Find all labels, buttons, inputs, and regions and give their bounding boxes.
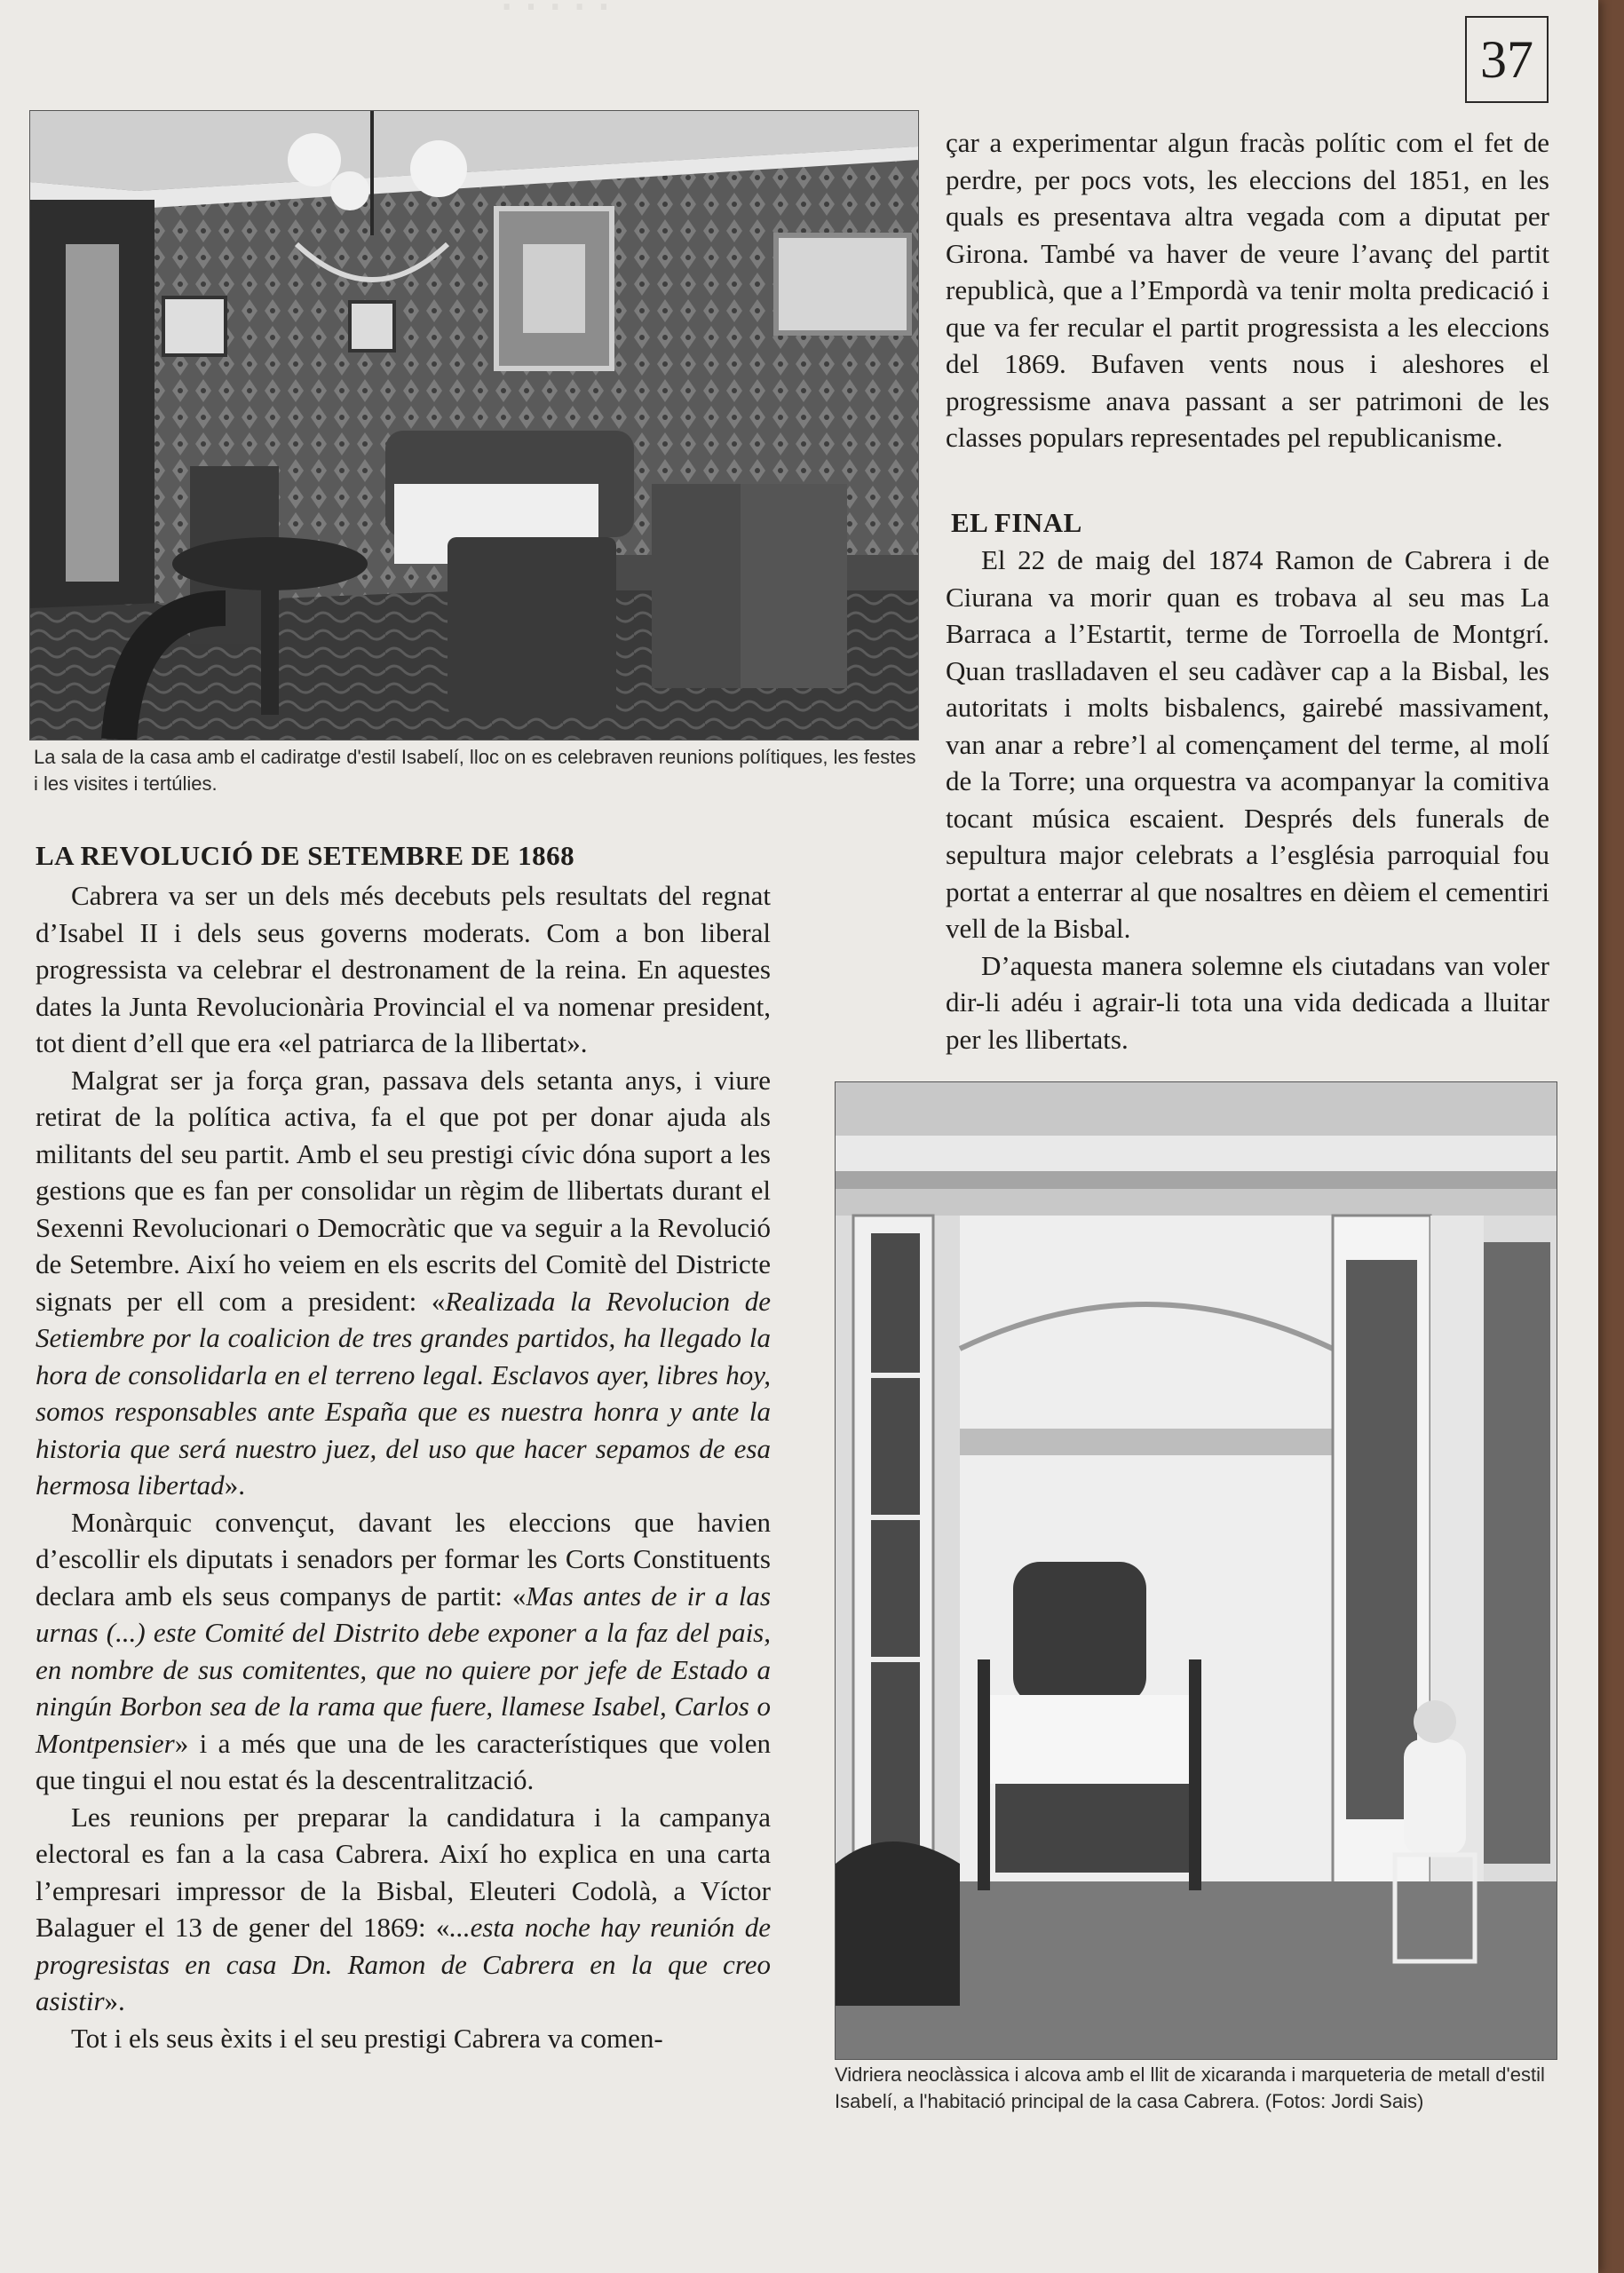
revolucio-paragraph-3 bbox=[36, 1504, 771, 1799]
left-column-body bbox=[36, 877, 771, 2056]
section-heading-el-final: EL FINAL bbox=[951, 507, 1082, 538]
revolucio-paragraph-2 bbox=[36, 1062, 771, 1504]
revolucio-paragraph-4 bbox=[36, 1799, 771, 2020]
paragraph-text: » i a més que una de les característiques que volen que tingui el nou estat és la descentralització. bbox=[36, 1727, 771, 1795]
paragraph-text: ». bbox=[104, 1985, 125, 2016]
quoted-text: Mas antes de ir a las urnas (...) este Comité del Distrito debe exponer a la faz del pais, en nombre de sus comitentes, que no quiere por jefe de Estado a ningún Borbon sea de la rama que fuere, llamese Isabel, Carlos o Montpensier bbox=[36, 1580, 771, 1759]
paragraph-text: Les reunions per preparar la candidatura i la campanya electoral es fan a la casa Cabrera. Així ho explica en una carta l’empresari impressor de la Bisbal, Eleuteri Codolà, a Víctor Balaguer el 13 de gener del 1869: « bbox=[36, 1801, 771, 1943]
continuation-paragraph: çar a experimentar algun fracàs polític com el fet de perdre, per pocs vots, les eleccions del 1851, en les quals es presentava altra vegada com a diputat per Girona. També va haver de veure l’avanç del partit republicà, que a l’Empordà va tenir molta predicació i que va fer recular el partit progressista a les eleccions del 1869. Bufaven vents nous i aleshores el progressisme anava passant a ser patrimoni de les classes populars representades pel republicanisme. bbox=[946, 127, 1549, 453]
final-paragraph-1: El 22 de maig del 1874 Ramon de Cabrera i de Ciurana va morir quan es trobava al seu mas La Barraca a l’Estartit, terme de Torroella de Montgrí. Quan traslladaven el seu cadàver cap a la Bisbal, les autoritats i molts bisbalencs, gairebé massivament, van anar a rebre’l al començament del terme, al molí de la Torre; una orquestra va acompanyar la comitiva tocant música escaient. Després dels funerals de sepultura major celebrats a l’església parroquial fou portat a enterrar al que nosaltres en dèiem el cementiri vell de la Bisbal. bbox=[946, 544, 1549, 944]
bleed-through-text: ····· bbox=[497, 0, 619, 35]
paragraph-text: Malgrat ser ja força gran, passava dels setanta anys, i viure retirat de la política activa, fa el que pot per donar ajuda als militants del seu partit. Amb el seu prestigi cívic dóna suport a les gestions que es fan per consolidar un règim de llibertats durant el Sexenni Revolucionari o Democràtic que va seguir a la Revolució de Setembre. Així ho veiem en els escrits del Comitè del Districte signats per ell com a president: « bbox=[36, 1064, 771, 1317]
quoted-text: ...esta noche hay reunión de progresistas en casa Dn. Ramon de Cabrera en la que creo asistir bbox=[36, 1912, 771, 2016]
right-column-continuation bbox=[946, 124, 1549, 456]
quoted-text: Realizada la Revolucion de Setiembre por la coalicion de tres grandes partidos, ha llegado la hora de consolidarla en el terreno legal. Esclavos ayer, libres hoy, somos responsables ante España que es nuestra honra y ante la historia que será nuestro juez, del uso que hacer sepamos de esa hermosa libertad bbox=[36, 1285, 772, 1501]
paragraph-text: ». bbox=[224, 1469, 245, 1501]
alcove-photo-caption: Vidriera neoclàssica i alcova amb el llit de xicaranda i marqueteria de metall d'estil Isabelí, a l'habitació principal de la casa Cabrera. (Fotos: Jordi Sais) bbox=[835, 2063, 1545, 2112]
final-paragraph-2: D’aquesta manera solemne els ciutadans van voler dir-li adéu i agrair-li tota una vida dedicada a lluitar per les llibertats. bbox=[946, 949, 1549, 1055]
right-column-final bbox=[946, 542, 1549, 1057]
revolucio-paragraph-1: Cabrera va ser un dels més decebuts pels resultats del regnat d’Isabel II i dels seus governs moderats. Com a bon liberal progressista va celebrar el destronament de la reina. En aquestes dates la Junta Revolucionària Provincial el va nomenar president, tot dient d’ell que era «el patriarca de la llibertat». bbox=[36, 880, 771, 1058]
parlour-photo-caption: La sala de la casa amb el cadiratge d'estil Isabelí, lloc on es celebraven reunions polítiques, les festes i les visites i tertúlies. bbox=[34, 746, 916, 795]
revolucio-paragraph-5: Tot i els seus èxits i el seu prestigi Cabrera va comen- bbox=[71, 2022, 663, 2054]
paragraph-text: Monàrquic convençut, davant les eleccions que havien d’escollir els diputats i senadors per formar les Corts Constituents declara amb els seus companys de partit: « bbox=[36, 1506, 771, 1612]
section-heading-revolucio: LA REVOLUCIÓ DE SETEMBRE DE 1868 bbox=[36, 840, 575, 871]
alcove-photo bbox=[835, 1081, 1557, 2060]
parlour-photo bbox=[29, 110, 919, 741]
page-number: 37 bbox=[1465, 16, 1549, 103]
